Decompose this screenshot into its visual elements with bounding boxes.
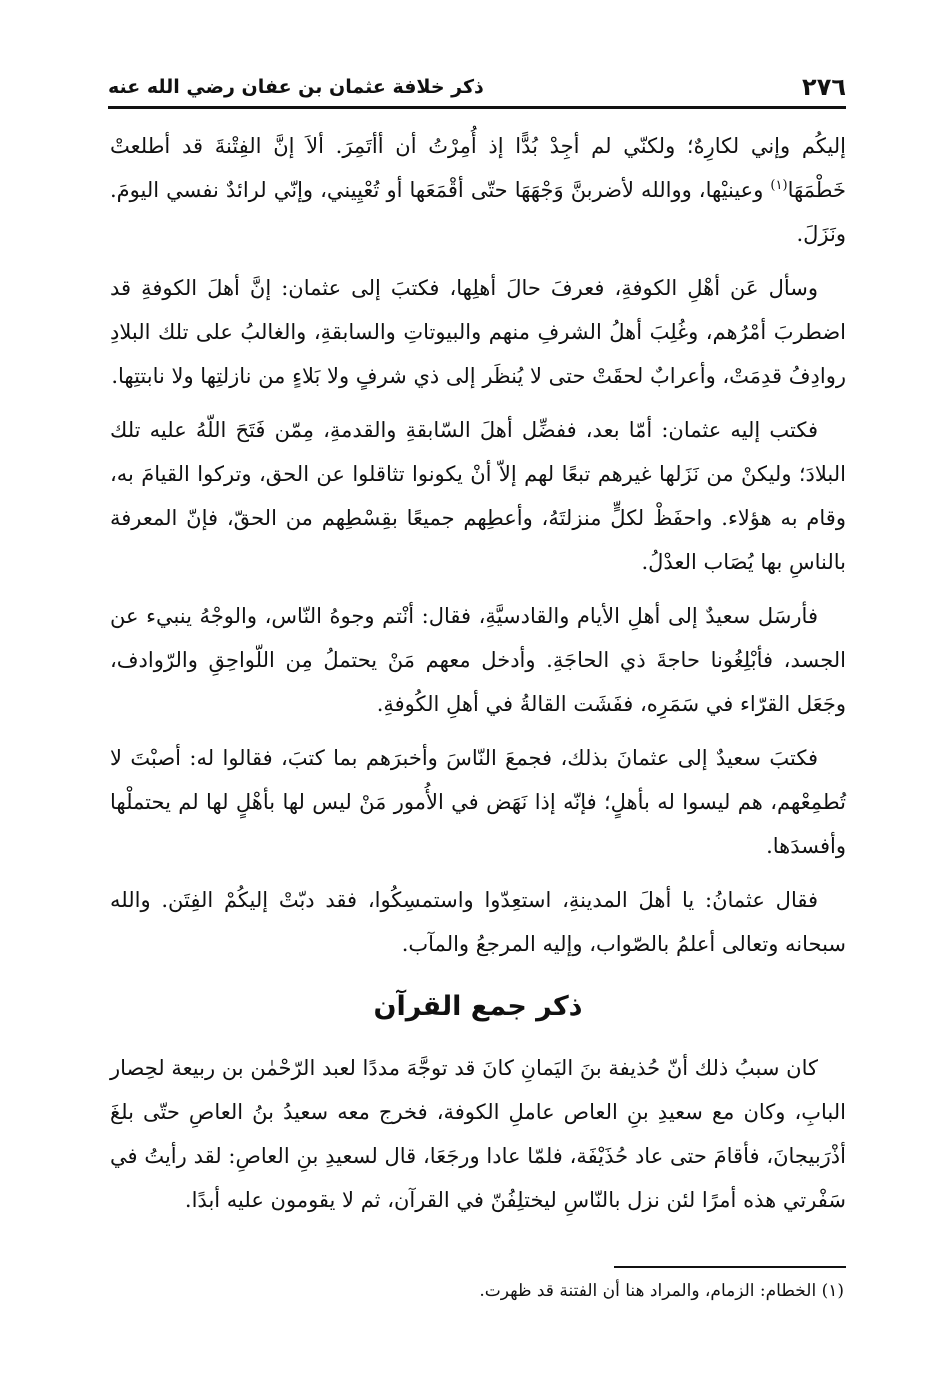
footnote-reference: (١): [770, 178, 788, 193]
section-heading: ذكر جمع القرآن: [373, 991, 583, 1022]
footnote: [108, 1276, 844, 1306]
page-header: [108, 62, 846, 102]
paragraph-2: وسأل عَن أهْلِ الكوفةِ، فعرفَ حالَ أهلِها، فكتبَ إلى عثمان: إنَّ أهلَ الكوفةِ قد اضطربَ أمْرُهم، وغُلِبَ أهلُ الشرفِ منهم والبيوتاتِ والسابقةِ، والغالبُ على تلك البلادِ روادِفُ قدِمَتْ، وأعرابٌ لحقَتْ حتى لا يُنظَر إلى ذي شرفٍ ولا بَلاءٍ من نازلتِها ولا نابتتِها.: [110, 276, 846, 388]
paragraph-3: فكتب إليه عثمان: أمّا بعد، ففضِّل أهلَ السّابقةِ والقدمةِ، مِمّن فَتَحَ اللّهُ عليه تلك البلادَ؛ وليكنْ من نَزَلها غيرهم تبعًا لهم إلاّ أنْ يكونوا تثاقلوا عن الحق، وتركوا القيامَ به، وقام به هؤلاء. واحفَظْ لكلٍّ منزلتَهُ، وأعطِهم جميعًا بقِسْطِهم من الحقّ، فإنّ المعرفة بالناسِ بها يُصَاب العدْلُ.: [110, 418, 846, 574]
footnote-rule: [614, 1266, 846, 1268]
paragraph-1: [110, 124, 846, 256]
running-title: ذكر خلافة عثمان بن عفان رضي الله عنه: [108, 76, 484, 98]
paragraph-6: فقال عثمانُ: يا أهلَ المدينةِ، استعِدّوا واستمسِكُوا، فقد دبّتْ إليكُمْ الفِتَن. والله سبحانه وتعالى أعلمُ بالصّواب، وإليه المرجعُ والمآب.: [110, 888, 846, 956]
paragraph-5: فكتبَ سعيدٌ إلى عثمانَ بذلك، فجمعَ النّاسَ وأخبرَهم بما كتبَ، فقالوا له: أصبْتَ لا تُطمِعْهم، هم ليسوا له بأهلٍ؛ فإنّه إذا نَهَض في الأُمور مَنْ ليس لها بأهْلٍ لها لم يحتملْها وأفسدَها.: [110, 746, 846, 858]
paragraph-4: فأرسَل سعيدٌ إلى أهلِ الأيام والقادسيَّةِ، فقال: أنْتم وجوهُ النّاس، والوجْهُ ينبيء عن الجسد، فأبْلِغُونا حاجةَ ذي الحاجَةِ. وأدخل معهم مَنْ يحتملُ مِن اللّواحِقِ والرّوادف، وجَعَل القرّاء في سَمَرِه، ففَشَت القالةُ في أهلِ الكُوفةِ.: [110, 604, 846, 716]
body-text: [110, 124, 846, 1232]
header-rule: [108, 106, 846, 109]
footnote-marker: (١): [821, 1281, 844, 1301]
paragraph-1-text-b: وعينيْها، ووالله لأضربنَّ وَجْهَهَا حتّى أقْمَعَها أو تُعْيِيني، وإنّي لرائدٌ نفسي اليومَ. ونَزَلَ.: [110, 178, 846, 246]
page-number: ٢٧٦: [802, 73, 846, 101]
paragraph-7: كان سببُ ذلك أنّ حُذيفة بنَ اليَمانِ كانَ قد توجَّهَ مددًا لعبد الرّحْمٰن بن ربيعة لحِصار البابِ، وكان مع سعيدِ بنِ العاص عاملِ الكوفة، فخرج معه سعيدُ بنُ العاصِ حتّى بلغَ أذْرَبيجانَ، فأقامَ حتى عاد حُذَيْفَة، فلمّا عادا ورجَعَا، قال لسعيدِ بنِ العاصِ: لقد رأيتُ في سَفْرتي هذه أمرًا لئن نزل بالنّاسِ ليختلِفُنّ في القرآن، ثم لا يقومون عليه أبدًا.: [110, 1056, 846, 1212]
footnote-text: الخطام: الزمام، والمراد هنا أن الفتنة قد ظهرت.: [479, 1281, 817, 1301]
paragraph-1-text-a: إليكُم وإني لكارِهٌ؛ ولكنّي لم أجِدْ بُدًّا إذ أُمِرْتُ أن أأتَمِرَ. ألاَ إنَّ الفِتْنةَ قد أطلعتْ خَطْمَهَا: [110, 134, 846, 202]
